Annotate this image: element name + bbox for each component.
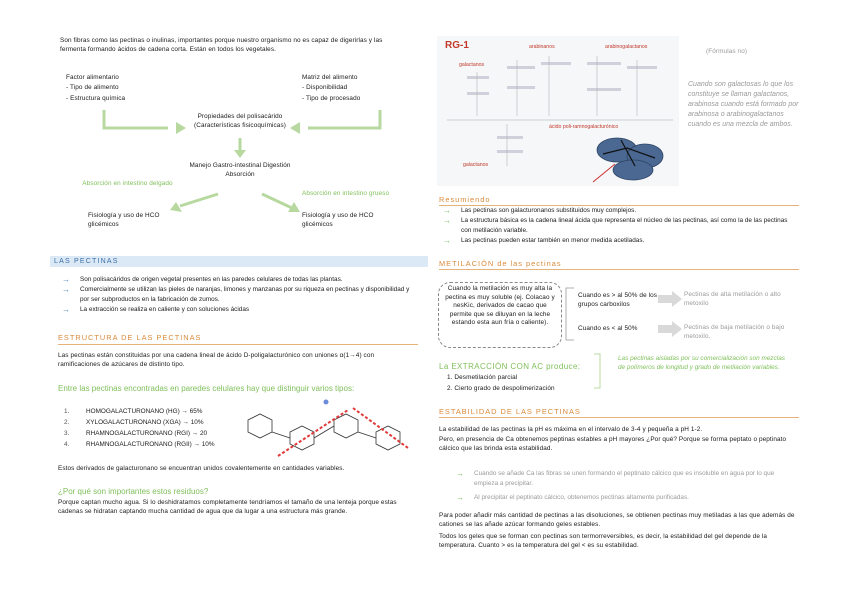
divider bbox=[439, 417, 799, 418]
estabilidad-header: ESTABILIDAD DE LAS PECTINAS bbox=[439, 407, 581, 416]
fig-label: arabinogalactanos bbox=[605, 44, 648, 50]
list-item: 1. HOMOGALACTURONANO (HG) → 65% bbox=[64, 408, 203, 415]
matriz-title: Matriz del alimento bbox=[302, 74, 358, 81]
extraccion-bracket bbox=[592, 352, 606, 392]
metil-bracket bbox=[560, 286, 580, 346]
rg1-label: RG-1 bbox=[445, 40, 469, 51]
pectinas-header: LAS PECTINAS bbox=[50, 256, 428, 267]
matriz-item: - Disponibilidad bbox=[302, 84, 348, 91]
propiedades-box: Propiedades del polisacárido (Características fisicoquímicas) bbox=[194, 113, 286, 129]
list-item: → La extracción se realiza en caliente y con soluciones ácidas bbox=[62, 305, 250, 314]
arrow-left-branch bbox=[180, 194, 218, 206]
factor-item: - Tipo de alimento bbox=[66, 84, 119, 91]
matriz-item: - Tipo de procesado bbox=[302, 95, 361, 102]
estab-list bbox=[452, 469, 797, 503]
abs-delgado: Absorción en intestino delgado bbox=[82, 180, 173, 187]
intro-text: Son fibras como las pectinas o inulinas, importantes porque nuestro organismo no es capaz de digerirlas y las fermenta formando ácidos de cadena corta. Están en todos los vegetales. bbox=[60, 37, 383, 53]
estab-p4: Todos los geles que se forman con pectinas son termorreversibles, es decir, la estabilidad del gel depende de la temperatura. Cuanto > es la temperatura del gel < es su estabilidad. bbox=[439, 533, 768, 549]
fig-label: ácido poli-ramnogalacturónico bbox=[549, 124, 619, 130]
estructura-header: ESTRUCTURA DE LAS PECTINAS bbox=[58, 333, 202, 342]
fisio-right: Fisiología y uso de HCO glicémicos bbox=[302, 212, 374, 228]
cond-high: Cuando es > al 50% de los grupos carboxilos bbox=[578, 292, 658, 308]
porque-answer: Porque captan mucho agua. Si lo deshidratamos completamente tendríamos el tamaño de una lenteja porque estas cadenas se hidratan captando mucha cantidad de agua que da lugar a una estructura más grande. bbox=[58, 499, 397, 515]
estab-p1: La estabilidad de las pectinas la pH es máxima en el intervalo de 3-4 y pequeña a pH 1-2. bbox=[439, 426, 703, 433]
list-item: → Al precipitar el peptinato cálcico, obtenemos pectinas altamente purificadas. bbox=[456, 493, 689, 502]
list-item: → Cuando se añade Ca las fibras se unen formando el peptinato cálcico que es insoluble en agua por lo que empieza a precipitar. bbox=[456, 469, 775, 487]
formulas-note: (Fórmulas no) bbox=[706, 48, 748, 55]
fig-label: galactanos bbox=[463, 162, 489, 168]
pectinas-list bbox=[58, 275, 418, 315]
fisio-left: Fisiología y uso de HCO glicémicos bbox=[88, 212, 160, 228]
side-note: Cuando son galactosas lo que los constituye se llaman galactanos, arabinosa cuando está formado por arabinosa o arabinogalactanos cuando es una mezcla de ambos. bbox=[688, 81, 799, 128]
fig-label: arabinanos bbox=[529, 44, 555, 50]
resumiendo-header: Resumiendo bbox=[439, 195, 491, 204]
list-item: → Las pectinas pueden estar también en menor medida acetiladas. bbox=[443, 236, 645, 245]
factor-title: Factor alimentario bbox=[66, 74, 119, 81]
divider bbox=[58, 344, 418, 345]
derivados-text: Estos derivados de galacturonano se encuentran unidos covalentemente en cantidades variables. bbox=[58, 465, 345, 472]
res-high: Pectinas de alta metilación o alto metoxilo bbox=[684, 291, 781, 307]
list-item: → Comercialmente se utilizan las pieles de naranjas, limones y manzanas por su riqueza en pectinas y disponibilidad y por ser subproductos en la fabricación de zumos. bbox=[62, 285, 410, 303]
rg1-structure bbox=[437, 36, 679, 186]
extraccion-item: 2. Cierto grado de despolimerización bbox=[447, 385, 555, 392]
metil-box: Cuando la metilación es muy alta la pectina es muy soluble (ej. Colacao y nesKic, derivados de cacao que permite que se diluyan en la leche estando esta aun fría o caliente). bbox=[438, 282, 562, 348]
list-item: 4. RHAMNOGALACTURONANO (RGII) → 10% bbox=[64, 441, 215, 448]
cond-low: Cuando es < al 50% bbox=[578, 325, 638, 332]
res-low: Pectinas de baja metilación o bajo metoxilo. bbox=[684, 324, 785, 340]
abs-grueso: Absorción en intestino grueso bbox=[302, 190, 390, 197]
estructura-text: Las pectinas están constituidas por una cadena lineal de ácido D-poligalacturónico con uniones α(1→4) con ramificaciones de azúcares de distinto tipo. bbox=[58, 352, 375, 368]
tipos-list bbox=[64, 406, 264, 450]
porque-question: ¿Por qué son importantes estos residuos? bbox=[58, 487, 209, 496]
list-item: → Son polisacáridos de origen vegetal presentes en las paredes celulares de todas las plantas. bbox=[62, 275, 343, 284]
metil-arrows bbox=[656, 290, 686, 340]
estab-p3: Para poder añadir más cantidad de pectinas a las disoluciones, se obtienen pectinas muy metiladas a las que además de cationes se las añade azúcar formando geles estables. bbox=[439, 512, 795, 528]
rg1-figure bbox=[437, 36, 679, 186]
arrow-factor bbox=[104, 110, 168, 128]
list-item: 2. XYLOGALACTURONANO (XGA) → 10% bbox=[64, 419, 204, 426]
list-item: → La estructura básica es la cadena lineal ácida que representa el núcleo de las pectinas, así como la de las pectinas con metilación variable. bbox=[443, 216, 788, 234]
arrow-matriz bbox=[308, 110, 380, 128]
resumiendo-list bbox=[439, 206, 799, 246]
flow-diagram bbox=[0, 0, 430, 240]
list-item: 3. RHAMNOGALACTURONANO (RGI) → 20 bbox=[64, 430, 208, 437]
arrow-right-branch bbox=[262, 194, 292, 208]
pectin-chain-drawing bbox=[238, 398, 418, 464]
manejo-box: Manejo Gastro-intestinal Digestión Absorción bbox=[189, 162, 291, 178]
extraccion-note: Las pectinas aisladas por su comercialización son mezclas de polímeros de longitud y grado de metilación variables. bbox=[618, 355, 785, 371]
extraccion-item: 1. Desmetilación parcial bbox=[447, 374, 518, 381]
list-item: → Las pectinas son galacturonanos substituidos muy complejos. bbox=[443, 206, 637, 215]
factor-item: - Estructura química bbox=[66, 95, 126, 102]
metilacion-header: METILACIÓN de las pectinas bbox=[439, 259, 562, 268]
extraccion-title: La EXTRACCIÓN CON AC produce: bbox=[439, 362, 581, 371]
fig-label: galactanos bbox=[459, 62, 485, 68]
paredes-title: Entre las pectinas encontradas en paredes celulares hay que distinguir varios tipos: bbox=[58, 384, 355, 393]
divider bbox=[439, 269, 799, 270]
estab-p2: Pero, en presencia de Ca obtenemos peptinas estables a pH mayores ¿Por qué? Porque se forma peptato o peptinato cálcico que las brinda esta estabilidad. bbox=[439, 436, 787, 452]
